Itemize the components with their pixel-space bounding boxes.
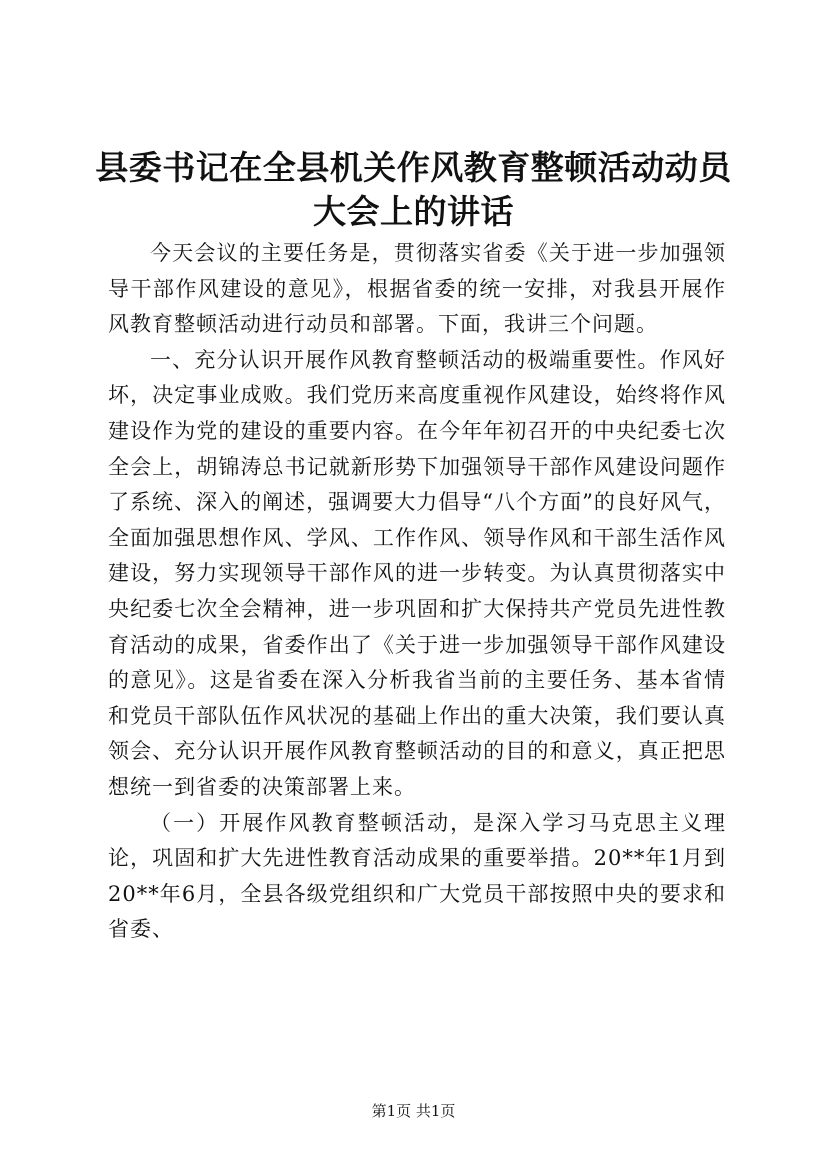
paragraph: 一、充分认识开展作风教育整顿活动的极端重要性。作风好坏，决定事业成败。我们党历来高度重视作风建设，始终将作风建设作为党的建设的重要内容。在今年年初召开的中央纪委七次全会上，胡锦涛总书记就新形势下加强领导干部作风建设问题作了系统、深入的阐述，强调要大力倡导“八个方面”的良好风气，全面加强思想作风、学风、工作作风、领导作风和干部生活作风建设，努力实现领导干部作风的进一步转变。为认真贯彻落实中央纪委七次全会精神，进一步巩固和扩大保持共产党员先进性教育活动的成果，省委作出了《关于进一步加强领导干部作风建设的意见》。这是省委在深入分析我省当前的主要任务、基本省情和党员干部队伍作风状况的基础上作出的重大决策，我们要认真领会、充分认识开展作风教育整顿活动的目的和意义，真正把思想统一到省委的决策部署上来。	[108, 347, 726, 799]
page-footer: 第1页 共1页	[371, 1102, 456, 1120]
paragraph: （一）开展作风教育整顿活动，是深入学习马克思主义理论，巩固和扩大先进性教育活动成果的重要举措。20**年1月到20**年6月，全县各级党组织和广大党员干部按照中央的要求和省委、	[108, 810, 726, 942]
paragraph: 今天会议的主要任务是，贯彻落实省委《关于进一步加强领导干部作风建设的意见》，根据省委的统一安排，对我县开展作风教育整顿活动进行动员和部署。下面，我讲三个问题。	[108, 241, 726, 337]
document-title: 县委书记在全县机关作风教育整顿活动动员大会上的讲话	[95, 148, 732, 231]
document-body	[108, 236, 726, 948]
